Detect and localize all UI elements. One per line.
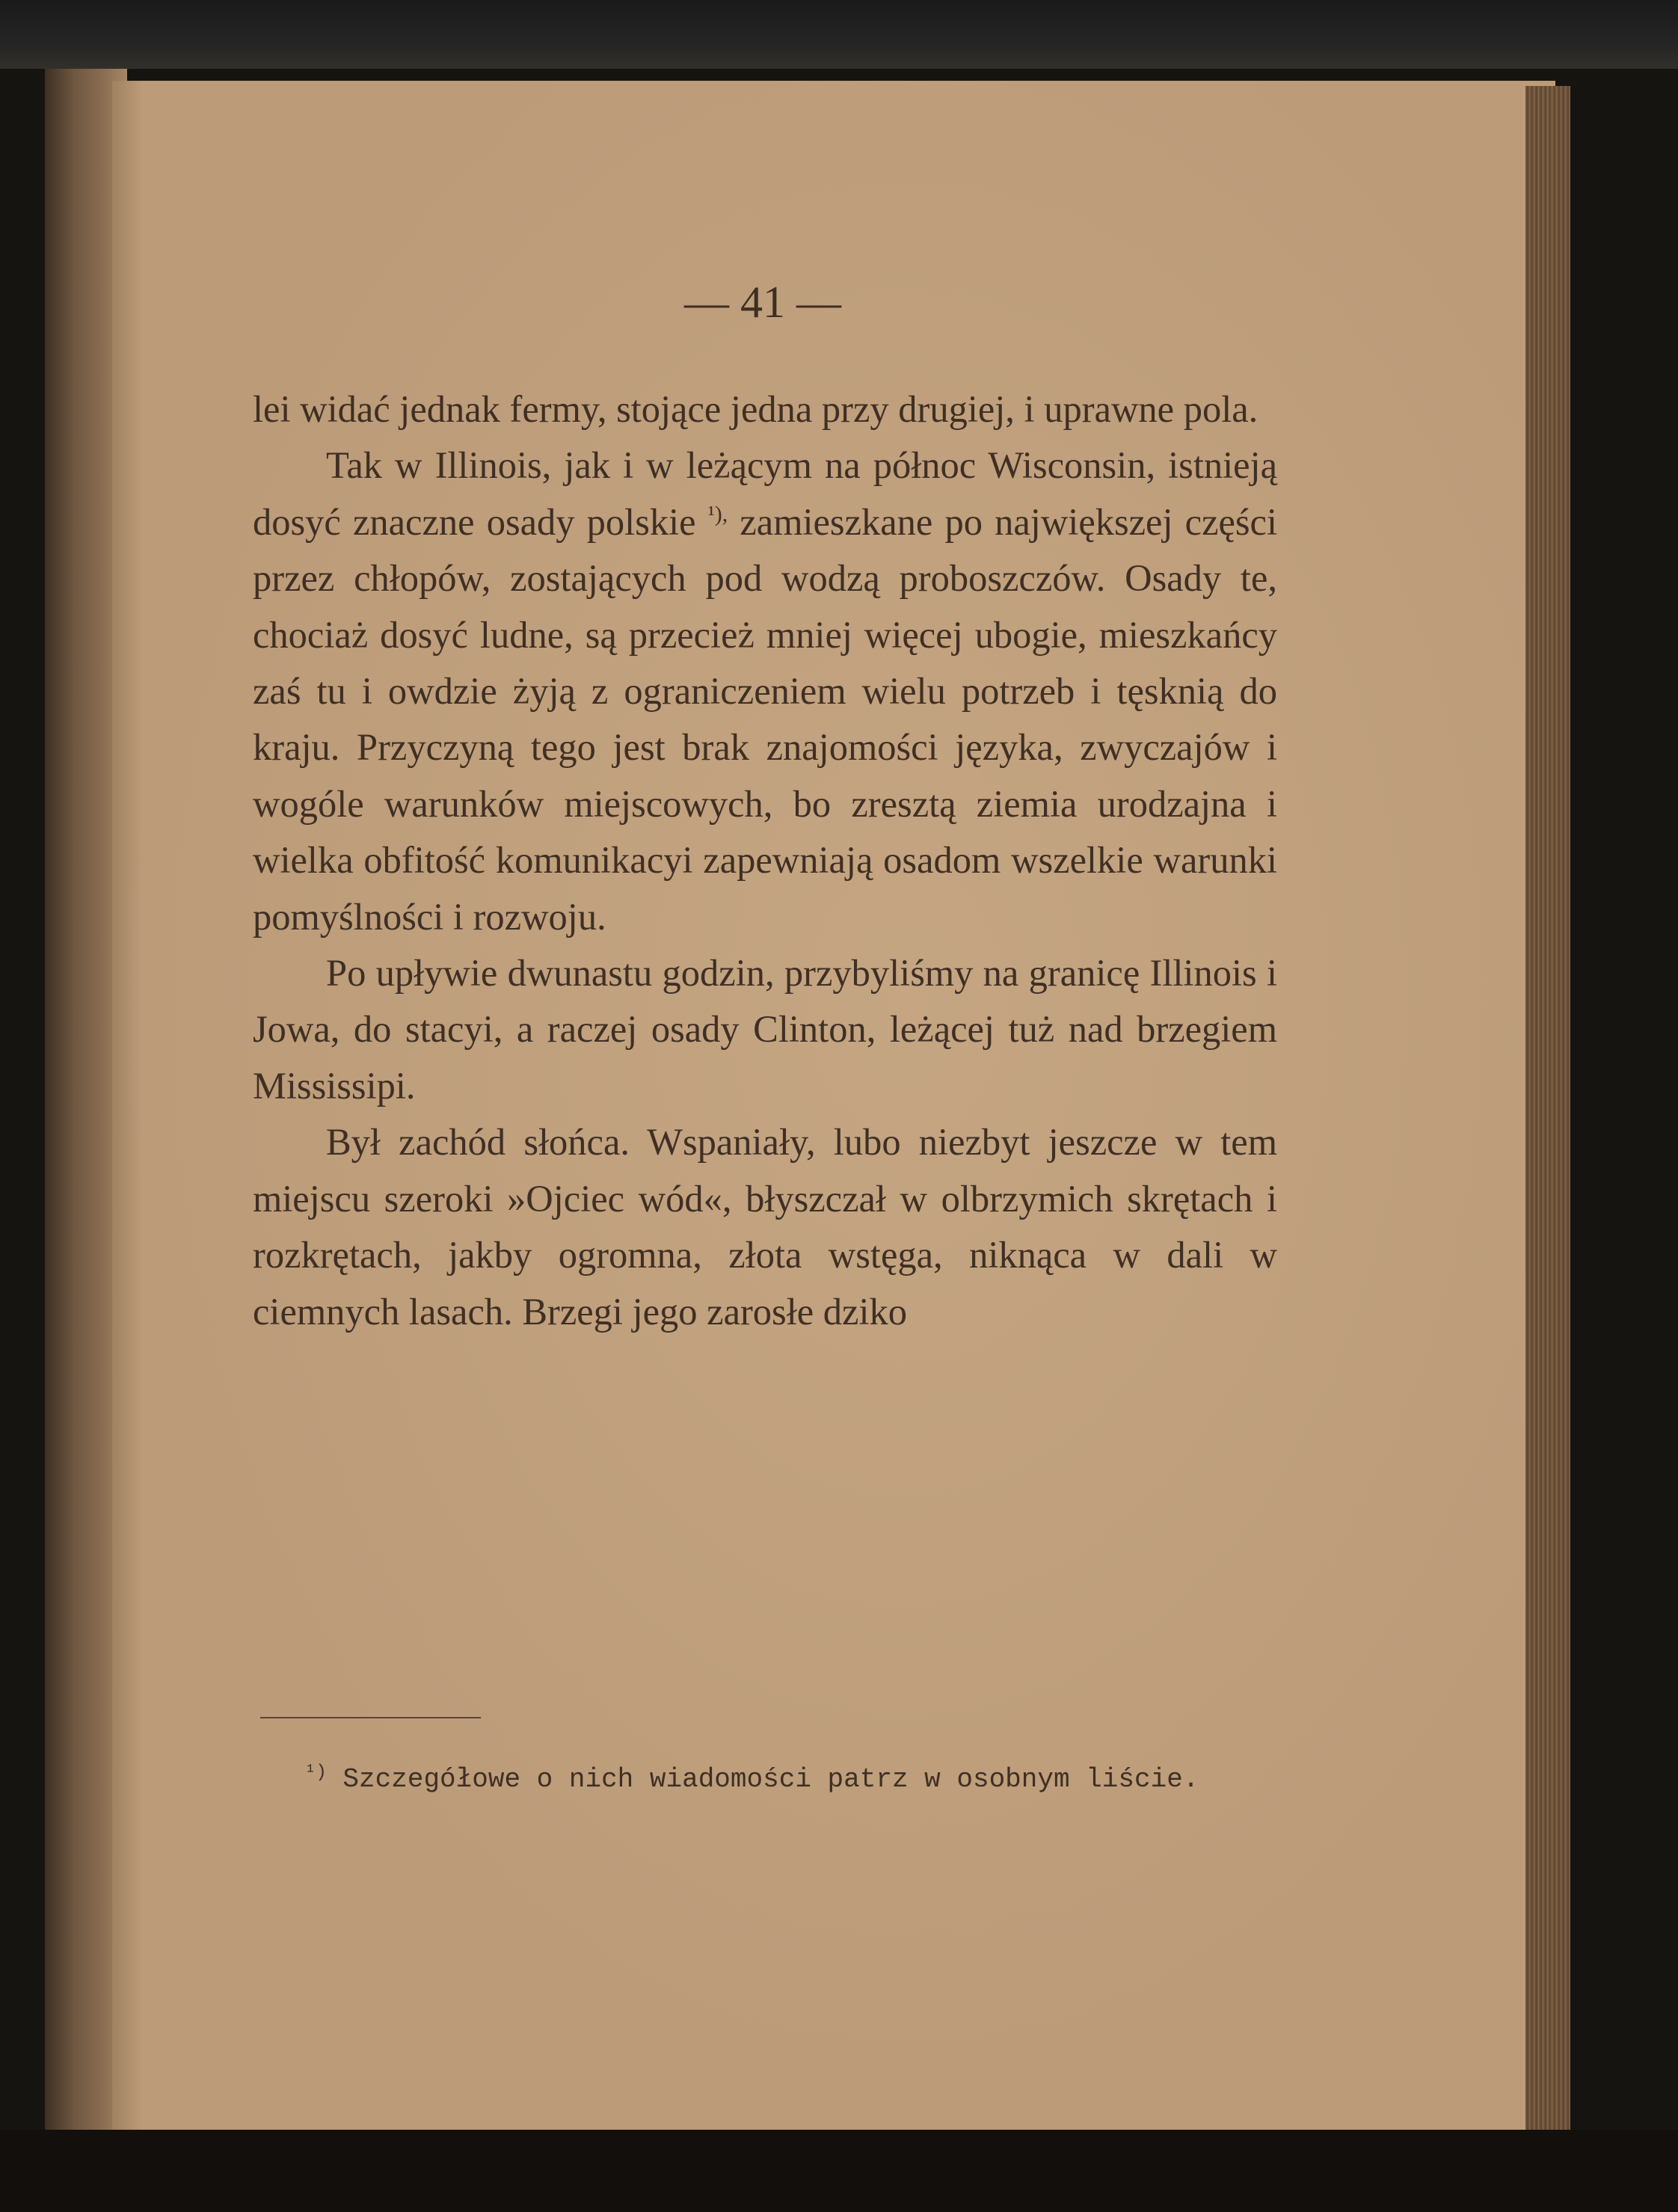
page-number: — 41 — bbox=[684, 277, 841, 327]
paragraph-text: zamieszkane po największej części przez chłopów, zostających pod wodzą proboszczów. Osady te, chociaż dosyć ludne, są przecież mniej więcej ubogie, mieszkańcy zaś tu i owdzie żyją z ograniczeniem wielu potrzeb i tęsknią do kraju. Przyczyną tego jest brak znajomości języka, zwyczajów i wogóle warunków miejscowych, bo zresztą ziemia urodzajna i wielka obfitość komunikacyi zapewniają osadom wszelkie warunki pomyślności i rozwoju. bbox=[253, 500, 1277, 938]
footnote-divider bbox=[260, 1717, 481, 1718]
paragraph-sunset: Był zachód słońca. Wspaniały, lubo niezbyt jeszcze w tem miejscu szeroki »Ojciec wód«, błyszczał w olbrzymich skrętach i rozkrętach, jakby ogromna, złota wstęga, niknąca w dali w ciemnych lasach. Brzegi jego zarosłe dziko bbox=[253, 1121, 1277, 1333]
footnote bbox=[260, 1759, 1277, 1801]
scan-background-bottom bbox=[0, 2130, 1678, 2212]
paragraph-continuation: lei widać jednak fermy, stojące jedna przy drugiej, i uprawne pola. bbox=[253, 388, 1258, 430]
footnote-marker: ¹) bbox=[305, 1763, 327, 1783]
scan-background-top bbox=[0, 0, 1678, 69]
footnote-text: Szczegółowe o nich wiadomości patrz w osobnym liście. bbox=[342, 1764, 1199, 1795]
paragraph-clinton: Po upływie dwunastu godzin, przybyliśmy na granicę Illinois i Jowa, do stacyi, a raczej osady Clinton, leżącej tuż nad brzegiem Mississipi. bbox=[253, 952, 1277, 1107]
footnote-reference: ¹), bbox=[707, 501, 728, 526]
body-text bbox=[253, 381, 1277, 1340]
page-edges bbox=[1525, 86, 1570, 2135]
paragraph-text: Tak w Illinois, jak i w leżącym na północ Wisconsin, istnieją dosyć znaczne osady polskie bbox=[253, 444, 1277, 543]
paragraph-polish-settlements bbox=[253, 437, 1277, 945]
